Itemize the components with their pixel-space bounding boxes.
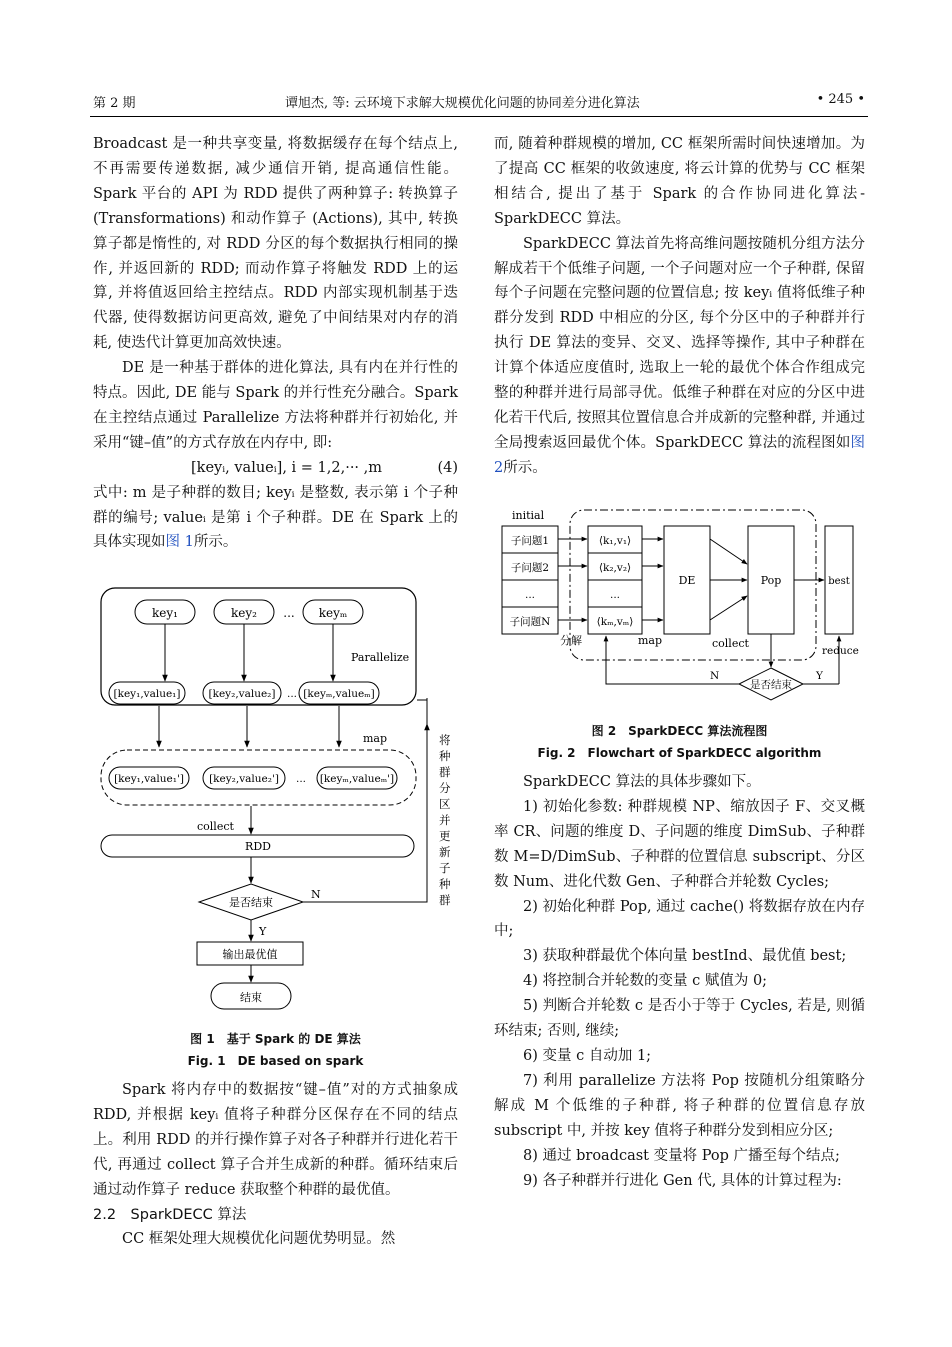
kv-m: ⟨kₘ,vₘ⟩ <box>596 616 634 628</box>
pair-m: [keyₘ,valueₘ] <box>303 688 375 700</box>
step: 7) 利用 parallelize 方法将 Pop 按随机分组策略分解成 M 个低维的子种群, 将子种群的位置信息存放 subscript 中, 并按 key 值将子种群分发到相应分区; <box>494 1072 865 1139</box>
figure-2-caption <box>494 720 865 764</box>
ellipsis: ... <box>295 773 307 785</box>
key-2: key₂ <box>231 606 257 620</box>
yes-label: Y <box>816 670 823 682</box>
figure-1-caption <box>93 1028 458 1072</box>
caption-en: Fig. 1 DE based on spark <box>187 1054 364 1068</box>
running-header <box>93 92 865 112</box>
subproblem-n: 子问题N <box>509 616 551 628</box>
ellipsis: ... <box>524 589 536 601</box>
reduce-label: reduce <box>822 645 859 657</box>
side-label: 将种群分区并更新子种群 <box>439 733 451 907</box>
equation-number: (4) <box>437 459 458 476</box>
page-number: • 245 • <box>816 92 865 107</box>
right-column-bottom <box>494 770 865 1193</box>
step: 3) 获取种群最优个体向量 bestInd、最优值 best; <box>523 948 847 965</box>
equation-formula: [keyᵢ, valueᵢ], i = 1,2,··· ,m <box>191 459 383 476</box>
output-label: 输出最优值 <box>222 948 278 961</box>
map-label: map <box>638 634 663 647</box>
text: SparkDECC 算法首先将高维问题按随机分组方法分解成若干个低维子问题, 一个子问题对应一个子种群, 保留每个子问题在完整问题的位置信息; 按 keyᵢ 值将低维子种群分发到 RDD 中相应的分区, 每个分区中的子种群并行执行 DE 算法的变异、交叉、选择等操作, 其中子种群在计算个体适应度值时, 选取上一轮的最优个体合作组成完整的种群并进行局部寻优。低维子种群在对应的分区中进化若干代后, 按照其位置信息合并成新的完整种群, 并通过全局搜索返回最优个体。SparkDECC 算法的流程图如 <box>494 235 865 451</box>
collect-label: collect <box>197 820 234 833</box>
step: 6) 变量 c 自动加 1; <box>523 1047 652 1064</box>
kv-2: ⟨k₂,v₂⟩ <box>598 562 632 574</box>
step: 5) 判断合并轮数 c 是否小于等于 Cycles, 若是, 则循环结束; 否则, 继续; <box>494 998 865 1040</box>
subproblem-1: 子问题1 <box>510 535 550 547</box>
text: 所示。 <box>193 534 238 551</box>
yes-label: Y <box>259 925 267 938</box>
pair-2: [key₂,value₂] <box>208 688 276 700</box>
equation-4 <box>93 456 458 481</box>
caption-cn: 图 1 基于 Spark 的 DE 算法 <box>190 1032 361 1046</box>
text: 所示。 <box>503 459 547 476</box>
right-column-top <box>494 132 865 481</box>
de-label: DE <box>678 574 696 587</box>
pair-1: [key₁,value₁] <box>113 688 181 700</box>
pop-label: Pop <box>760 574 782 587</box>
step: 4) 将控制合并轮数的变量 c 赋值为 0; <box>523 973 768 990</box>
figure-link[interactable]: 图 1 <box>165 534 194 551</box>
rdd-label: RDD <box>245 840 271 853</box>
ellipsis: ... <box>609 589 621 601</box>
map-label: map <box>363 732 388 745</box>
figure-link[interactable]: 图 2 <box>494 434 865 476</box>
initial-label: initial <box>512 509 545 522</box>
best-label: best <box>828 576 850 587</box>
paragraph: 而, 随着种群规模的增加, CC 框架所需时间快速增加。为了提高 CC 框架的收敛速度, 将云计算的优势与 CC 框架相结合, 提出了基于 Spark 的合作协同进化算法-SparkDECC 算法。 <box>494 136 865 227</box>
step: 1) 初始化参数: 种群规模 NP、缩放因子 F、交叉概率 CR、问题的维度 D、子问题的维度 DimSub、子种群数 M=D/DimSub、子种群的位置信息 subscript、分区数 Num、进化代数 Gen、子种群合并轮数 Cycles; <box>494 798 865 890</box>
no-label: N <box>710 670 720 682</box>
step: 8) 通过 broadcast 变量将 Pop 广播至每个结点; <box>523 1147 840 1164</box>
figure-2 <box>494 504 866 704</box>
pair-updated-2: [key₂,value₂'] <box>209 773 279 785</box>
caption-en: Fig. 2 Flowchart of SparkDECC algorithm <box>537 746 822 760</box>
issue-number: 第 2 期 <box>93 96 136 111</box>
section-heading: 2.2 SparkDECC 算法 <box>93 1206 247 1223</box>
decision-label: 是否结束 <box>229 896 273 909</box>
figure-1 <box>93 584 465 1024</box>
pair-updated-m: [keyₘ,valueₘ'] <box>319 773 395 785</box>
paragraph: DE 是一种基于群体的进化算法, 具有内在并行性的特点。因此, DE 能与 Spark 的并行性充分融合。Spark 在主控结点通过 Parallelize 方法将种群并行初始化, 并采用“键–值”的方式存放在内存中, 即: <box>93 360 458 451</box>
paragraph: Spark 将内存中的数据按“键–值”对的方式抽象成 RDD, 并根据 keyᵢ 值将子种群分区保存在不同的结点上。利用 RDD 的并行操作算子对各子种群并行进化若干代, 再通过 collect 算子合并生成新的种群。循环结束后通过动作算子 reduce 获取整个种群的最优值。 <box>93 1082 458 1198</box>
left-column-top <box>93 132 458 555</box>
ellipsis: ... <box>286 688 298 700</box>
paragraph: SparkDECC 算法的具体步骤如下。 <box>523 774 761 790</box>
paragraph: Broadcast 是一种共享变量, 将数据缓存在每个结点上, 不再需要传递数据, 减少通信开销, 提高通信性能。Spark 平台的 API 为 RDD 提供了两种算子: 转换算子 (Transformations) 和动作算子 (Actions), 其中, 转换算子都是惰性的, 对 RDD 分区的每个数据执行相同的操作, 并返回新的 RDD; 而动作算子将触发 RDD 上的运算, 并将值返回给主控结点。RDD 内部实现机制基于迭代器, 使得数据访问更高效, 避免了中间结果对内存的消耗, 使迭代计算更加高效快速。 <box>93 136 458 352</box>
end-label: 结束 <box>240 991 262 1004</box>
pair-updated-1: [key₁,value₁'] <box>114 773 184 785</box>
paragraph <box>93 481 458 556</box>
text: 式中: m 是子种群的数目; keyᵢ 是整数, 表示第 i 个子种群的编号; valueᵢ 是第 i 个子种群。DE 在 Spark 上的具体实现如 <box>93 484 458 551</box>
decompose-label: 分解 <box>560 634 582 647</box>
parallelize-label: Parallelize <box>351 651 410 664</box>
ellipsis: ... <box>283 606 295 620</box>
left-column-bottom <box>93 1078 458 1252</box>
caption-cn: 图 2 SparkDECC 算法流程图 <box>591 724 768 738</box>
step: 2) 初始化种群 Pop, 通过 cache() 将数据存放在内存中; <box>494 898 865 940</box>
decision-label: 是否结束 <box>750 679 792 691</box>
subproblem-2: 子问题2 <box>510 562 550 574</box>
paragraph <box>494 232 865 481</box>
key-1: key₁ <box>152 606 178 620</box>
kv-1: ⟨k₁,v₁⟩ <box>598 535 632 547</box>
header-rule <box>90 116 868 117</box>
key-m: keyₘ <box>318 606 348 620</box>
no-label: N <box>311 888 321 901</box>
running-title: 谭旭杰, 等: 云环境下求解大规模优化问题的协同差分进化算法 <box>285 96 640 111</box>
paragraph: CC 框架处理大规模优化问题优势明显。然 <box>122 1231 396 1248</box>
collect-label: collect <box>712 637 749 650</box>
step: 9) 各子种群并行进化 Gen 代, 具体的计算过程为: <box>523 1172 842 1189</box>
